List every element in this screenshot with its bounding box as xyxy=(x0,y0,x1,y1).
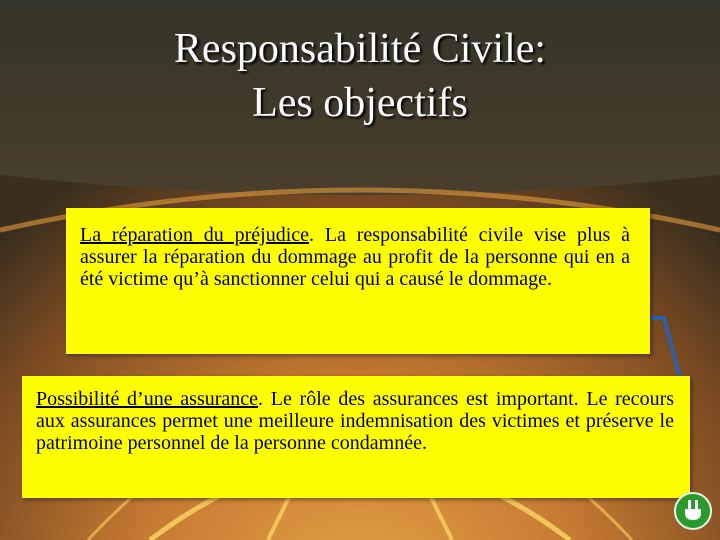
box2-body: . Le rôle des assurances est important. Le recours aux assurances permet une meilleure indemnisation des victimes et préserve le patrimoine personnel de la personne condamnée. xyxy=(36,388,675,454)
slide-title-line2: Les objectifs xyxy=(252,80,468,126)
box2-heading: Possibilité d’une assurance xyxy=(36,388,259,410)
box1-heading: La réparation du préjudice xyxy=(80,224,310,246)
slide-title xyxy=(0,22,720,130)
power-plug-icon xyxy=(676,494,710,528)
box1-body: . La responsabilité civile vise plus à assurer la réparation du dommage au profit de la personne qui en a été victime qu’à sanctionner celui qui a causé le dommage. xyxy=(80,224,630,290)
nav-button[interactable] xyxy=(674,492,712,530)
slide-title-line1: Responsabilité Civile: xyxy=(173,26,547,72)
text-box-assurance xyxy=(22,376,690,498)
text-box-reparation xyxy=(66,208,650,354)
